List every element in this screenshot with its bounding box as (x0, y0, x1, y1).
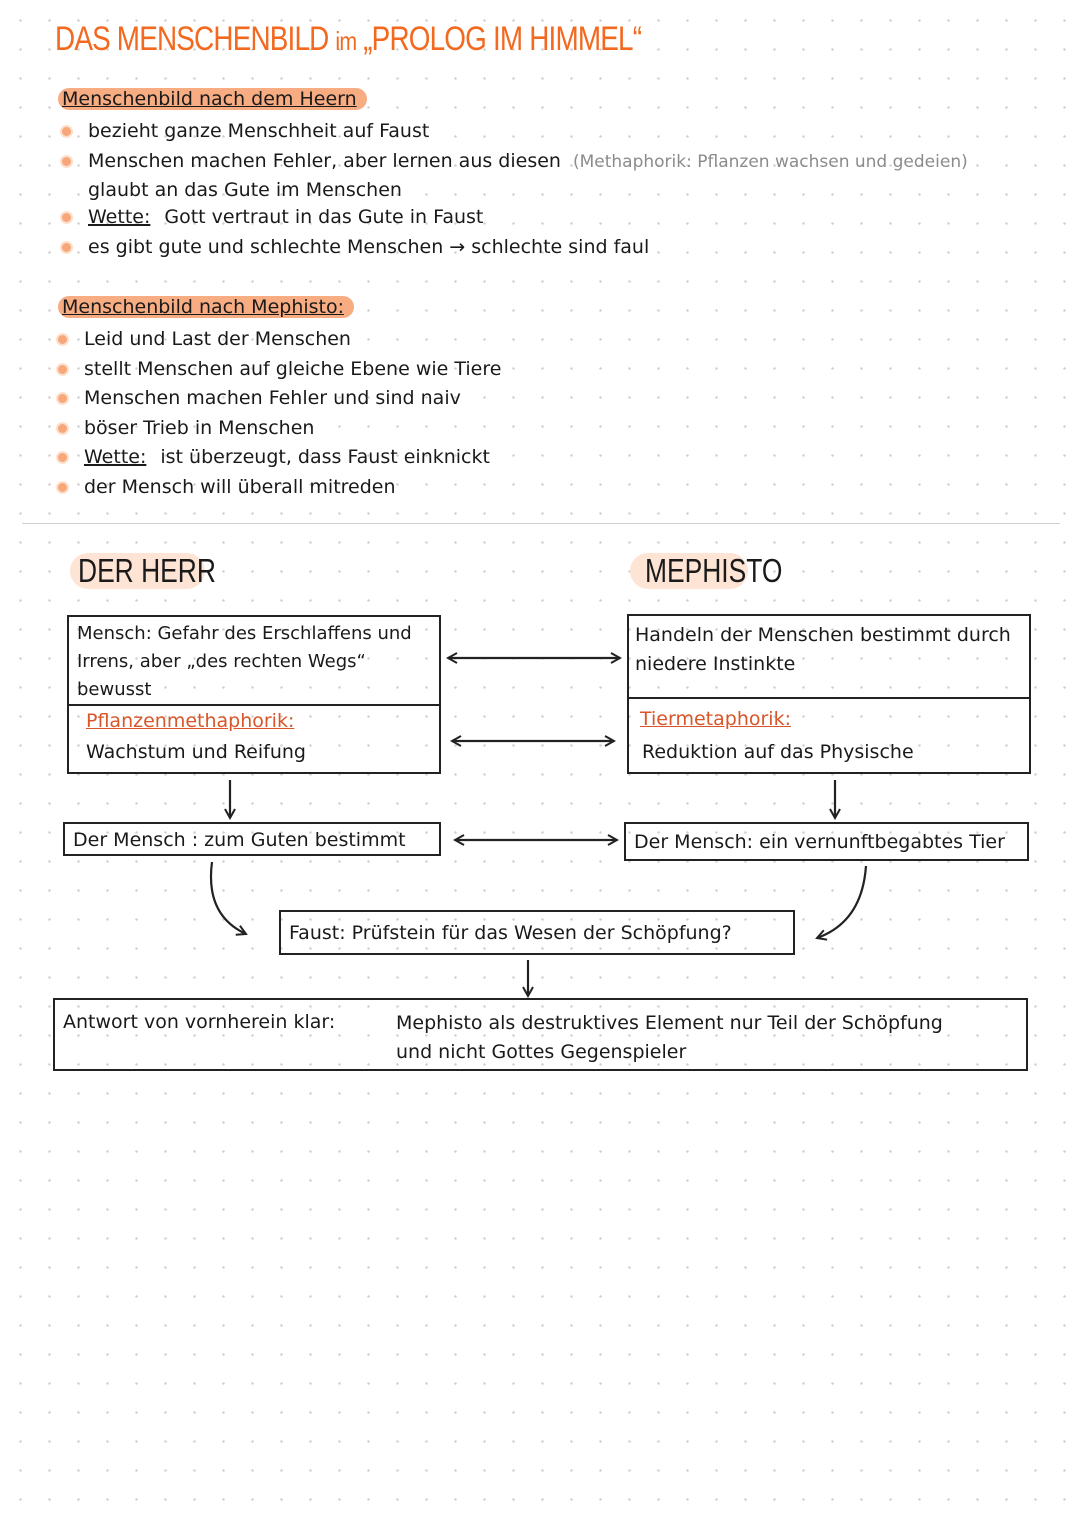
animal-metaphor-label: Tiermetaphorik: (640, 708, 791, 730)
mephisto-item-2: stellt Menschen auf gleiche Ebene wie Tiere (58, 355, 501, 385)
plant-metaphor-text: Wachstum und Reifung (86, 741, 306, 763)
mephisto-item-3: Menschen machen Fehler und sind naiv (58, 384, 501, 414)
answer-label: Antwort von vornherein klar: (63, 1011, 336, 1033)
herr-column-title: DER HERR (78, 552, 216, 589)
herr-item-2-continuation: glaubt an das Gute im Menschen (88, 179, 402, 201)
herr-item-1: bezieht ganze Menschheit auf Faust (62, 117, 968, 147)
answer-line-2: und nicht Gottes Gegenspieler (396, 1041, 687, 1063)
answer-line-1: Mephisto als destruktives Element nur Teil der Schöpfung (396, 1012, 943, 1034)
mephisto-item-4: böser Trieb in Menschen (58, 414, 501, 444)
mephisto-heading: Menschenbild nach Mephisto: (58, 296, 354, 318)
animal-metaphor-text: Reduktion auf das Physische (642, 741, 914, 763)
mephisto-item-6: der Mensch will überall mitreden (58, 473, 501, 503)
plant-metaphor-label: Pflanzenmethaphorik: (86, 710, 295, 732)
herr-item-4: es gibt gute und schlechte Menschen → schlechte sind faul (62, 233, 968, 263)
mephisto-conclusion-box: Der Mensch: ein vernunftbegabtes Tier (624, 822, 1029, 861)
faust-box: Faust: Prüfstein für das Wesen der Schöpfung? (279, 910, 795, 955)
herr-conclusion-box: Der Mensch : zum Guten bestimmt (63, 822, 441, 856)
herr-item-3: Wette: Gott vertraut in das Gute in Faust (62, 203, 968, 233)
title-part-3: „PROLOG IM HIMMEL“ (363, 20, 642, 58)
title-part-1: DAS MENSCHENBILD (55, 20, 329, 58)
title-part-2: im (335, 26, 357, 56)
mephisto-column-title: MEPHISTO (645, 552, 783, 589)
herr-box-text: Mensch: Gefahr des Erschlaffens und Irrens, aber „des rechten Wegs“ bewusst (77, 623, 412, 700)
mephisto-item-1: Leid und Last der Menschen (58, 325, 501, 355)
herr-item-2: Menschen machen Fehler, aber lernen aus diesen (Methaphorik: Pflanzen wachsen und gedeien) (62, 147, 968, 178)
curved-arrow-right (817, 866, 866, 938)
herr-heading: Menschenbild nach dem Heern (58, 88, 367, 110)
mephisto-box-text: Handeln der Menschen bestimmt durch niedere Instinkte (635, 624, 1011, 675)
curved-arrow-left (211, 862, 246, 934)
herr-metaphor-note: (Methaphorik: Pflanzen wachsen und gedeien) (572, 151, 968, 172)
mephisto-item-5: Wette: ist überzeugt, dass Faust einknickt (58, 443, 501, 473)
